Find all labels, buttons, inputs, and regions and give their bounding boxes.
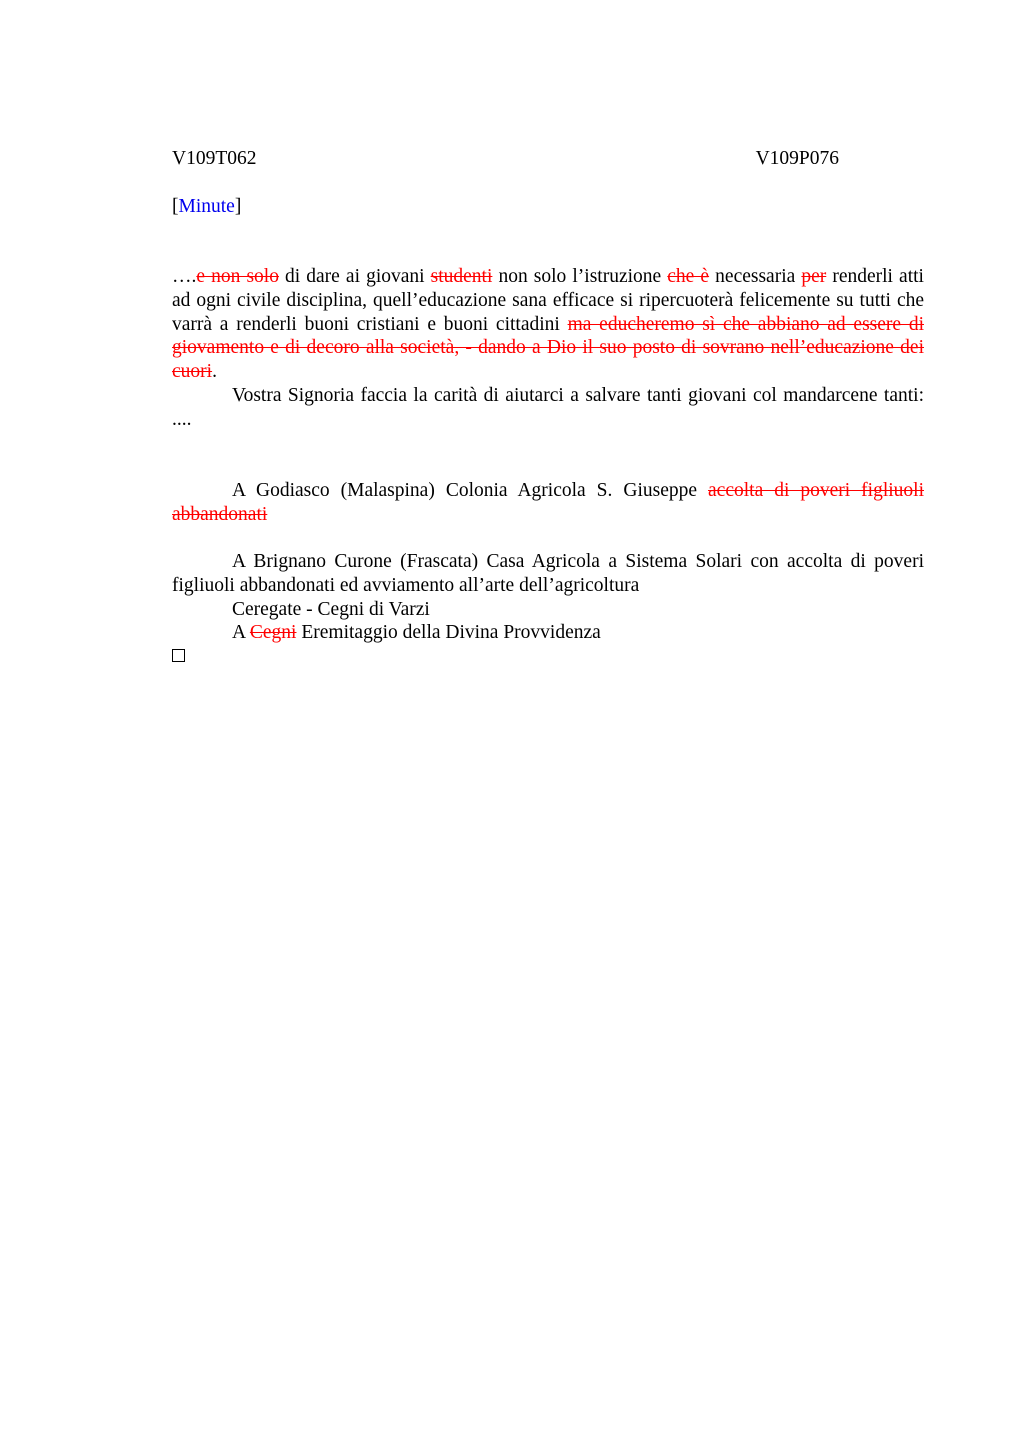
paragraph-education: [172, 265, 924, 384]
brignano-line: A Brignano Curone (Frascata) Casa Agricola a Sistema Solari con accolta di poveri figliuoli abbandonati ed avviamento all’arte dell’agricoltura: [172, 551, 924, 596]
text-segment: non solo l’istruzione: [492, 266, 668, 287]
deleted-text: per: [801, 266, 827, 287]
text-segment: ….: [172, 266, 197, 287]
ceregate-line: Ceregate - Cegni di Varzi: [232, 598, 430, 620]
eremitaggio-line: [172, 621, 924, 645]
document-code-right: V109P076: [755, 148, 839, 169]
minute-link[interactable]: Minute: [178, 196, 235, 217]
deleted-text: Cegni: [249, 622, 297, 644]
paragraph-godiasco: [172, 479, 924, 527]
text-segment: A: [232, 622, 250, 644]
minute-close-bracket: ]: [234, 196, 242, 217]
deleted-text: studenti: [430, 266, 493, 287]
document-header: [172, 146, 839, 172]
text-segment: .: [212, 361, 217, 383]
checkbox-square[interactable]: [172, 649, 185, 662]
deleted-text: ma educheremo sì che abbiano ad essere di giovamento e di decoro alla società, - dando a Dio il suo posto di sovrano nell’educazione dei cuori: [172, 313, 924, 383]
deleted-text: e non solo: [196, 266, 279, 287]
paragraph-brignano: [172, 550, 924, 645]
text-segment: renderli atti ad ogni civile disciplina, quell’educazione sana efficace si ripercuoterà felicemente su tutti che varrà a renderli buoni cristiani e buoni cittadini: [172, 266, 924, 335]
paragraph-request: Vostra Signoria faccia la carità di aiutarci a salvare tanti giovani col mandarcene tanti: ....: [172, 385, 924, 430]
text-segment: A Godiasco (Malaspina) Colonia Agricola S. Giuseppe: [232, 480, 709, 501]
minute-label: [172, 194, 241, 220]
minute-open-bracket: [: [172, 196, 179, 217]
deleted-text: accolta di poveri figliuoli abbandonati: [172, 480, 924, 525]
text-segment: di dare ai giovani: [278, 266, 431, 287]
deleted-text: che è: [667, 266, 710, 287]
document-code-left: V109T062: [172, 148, 257, 169]
text-segment: Eremitaggio della Divina Provvidenza: [296, 622, 601, 644]
text-segment: necessaria: [709, 266, 802, 287]
